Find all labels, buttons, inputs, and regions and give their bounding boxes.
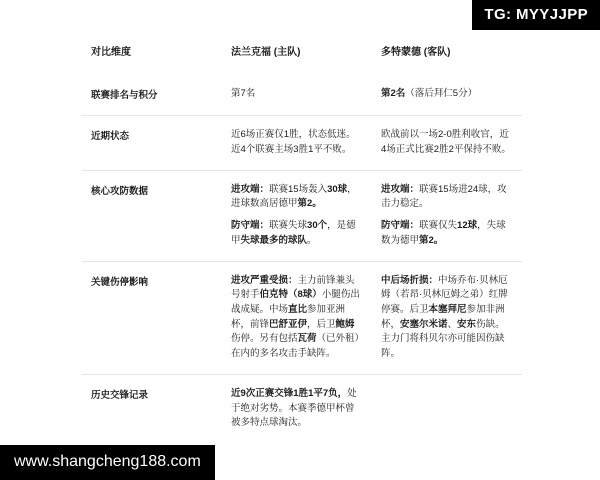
cell-away-standings — [372, 75, 522, 116]
home-injury-player-1: 伯克特（8球） — [259, 289, 322, 301]
home-attack-segment — [231, 183, 363, 212]
column-header-home: 法兰克福 (主队) — [231, 47, 301, 58]
row-label-head-to-head: 历史交锋记录 — [82, 374, 222, 443]
home-injury-text-g: ，后卫 — [307, 318, 336, 330]
away-injury-player-3: 安东 — [457, 318, 477, 330]
home-injury-label: 进攻严重受损： — [231, 274, 298, 286]
away-injury-text-g: 、 — [447, 318, 458, 330]
table-row — [82, 374, 522, 443]
table-row — [82, 170, 522, 261]
table-row — [82, 116, 522, 170]
cell-away-injuries — [372, 261, 522, 374]
row-label-standings: 联赛排名与积分 — [91, 89, 158, 101]
away-attack-text: 联赛15场进24球，攻击力稳定。 — [381, 183, 507, 210]
home-injury-player-3: 巴舒亚伊 — [269, 318, 308, 330]
home-defense-text-e: 。 — [307, 234, 317, 246]
home-injury-text-k: （已外租）在内的多名攻击手缺阵。 — [231, 333, 360, 360]
cell-home-core-stats — [222, 170, 372, 261]
home-defense-label: 防守端： — [231, 220, 270, 232]
away-injury-text-b: （若昂·贝林厄姆之弟） — [390, 289, 489, 301]
table-row — [82, 261, 522, 374]
away-defense-conceded: 12球 — [457, 220, 478, 232]
away-defense-rank: 第2。 — [419, 234, 444, 246]
away-injury-label: 中后场折损： — [381, 274, 439, 286]
table-row — [82, 75, 522, 116]
cell-home-injuries — [222, 261, 372, 374]
cell-home-form: 近6场正赛仅1胜，状态低迷。近4个联赛主场3胜1平不败。 — [222, 116, 372, 170]
away-injury-player-2: 安塞尔米诺 — [400, 318, 448, 330]
column-header-dimension: 对比维度 — [91, 47, 131, 58]
home-attack-rank: 第2。 — [297, 198, 322, 210]
home-attack-text-c: ，进球数高居德甲 — [231, 183, 357, 210]
comparison-table — [82, 35, 522, 443]
home-attack-label: 进攻端： — [231, 183, 270, 195]
home-injury-player-2: 直比 — [288, 303, 308, 315]
column-header-away: 多特蒙德 (客队) — [381, 47, 451, 58]
home-defense-text-a: 联赛失球 — [269, 220, 308, 232]
away-defense-text-a: 联赛仅失 — [419, 220, 458, 232]
away-defense-text-c: ，失球数为德甲 — [381, 220, 506, 246]
home-defense-text-c: ，是德甲 — [231, 220, 356, 246]
home-attack-text-a: 联赛15场轰入 — [269, 183, 328, 195]
cell-away-form: 欧战前以一场2-0胜利收官，近4场正式比赛2胜2平保持不败。 — [372, 116, 522, 170]
away-injury-text-c: 红牌停赛。后卫 — [381, 289, 508, 315]
away-attack-segment — [381, 183, 513, 212]
home-injury-text-a: 主力前锋兼头号射手 — [231, 274, 355, 301]
home-defense-segment — [231, 219, 363, 248]
telegram-watermark: TG: MYYJJPP — [472, 0, 600, 30]
home-injury-player-4: 鲍姆 — [335, 318, 355, 330]
home-defense-conceded: 30个 — [307, 220, 328, 232]
home-attack-goals: 30球 — [327, 183, 348, 195]
cell-away-core-stats — [372, 170, 522, 261]
away-attack-label: 进攻端： — [381, 183, 420, 195]
home-injury-text-i: 伤停。另有包括 — [231, 333, 298, 345]
home-defense-rank: 失球最多的球队 — [240, 234, 308, 246]
away-injury-text-i: 伤缺。主力门将科贝尔亦可能因伤缺阵。 — [381, 318, 505, 360]
h2h-record: 近9次正赛交锋1胜1平7负， — [231, 387, 348, 399]
cell-away-head-to-head — [372, 374, 522, 443]
row-label-form: 近期状态 — [82, 116, 222, 170]
away-injury-player-1: 本塞拜尼 — [428, 303, 467, 315]
home-injury-text-e: 参加亚洲杯，前锋 — [231, 303, 346, 330]
away-defense-label: 防守端： — [381, 220, 420, 232]
away-standings-rank: 第2名 — [381, 87, 406, 99]
away-injury-text-e: 参加非洲杯， — [381, 303, 505, 330]
h2h-note: 处于绝对劣势。本赛季德甲杯曾被多特点球淘汰。 — [231, 387, 357, 429]
cell-home-head-to-head — [222, 374, 372, 443]
row-label-injuries: 关键伤停影响 — [82, 261, 222, 374]
away-standings-note: （落后拜仁5分） — [405, 87, 478, 99]
cell-home-standings: 第7名 — [231, 87, 256, 99]
table-header-row — [82, 35, 522, 75]
away-injury-text-a: 中场乔布·贝林厄姆 — [381, 274, 508, 301]
home-injury-text-c: 小腿伤出战成疑。中场 — [231, 289, 360, 315]
row-label-core-stats: 核心攻防数据 — [82, 170, 222, 261]
site-watermark: www.shangcheng188.com — [0, 445, 215, 480]
home-injury-player-5: 瓦荷 — [297, 333, 317, 345]
comparison-table-wrapper — [82, 35, 522, 443]
away-defense-segment — [381, 219, 513, 248]
